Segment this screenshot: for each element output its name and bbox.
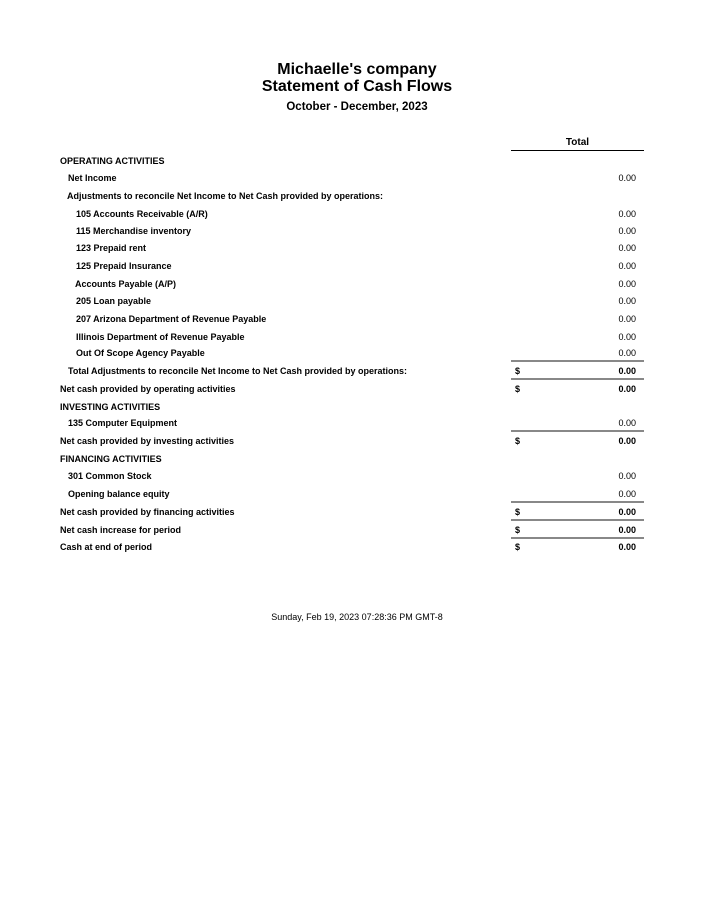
table-row xyxy=(0,277,714,291)
amount-value: 0.00 xyxy=(618,314,636,324)
amount-value: 0.00 xyxy=(618,436,636,446)
report-timestamp: Sunday, Feb 19, 2023 07:28:36 PM GMT-8 xyxy=(271,612,443,622)
table-row xyxy=(0,312,714,326)
amount-cell xyxy=(511,505,644,521)
row-label: INVESTING ACTIVITIES xyxy=(60,402,161,412)
amount-value: 0.00 xyxy=(618,173,636,183)
table-row xyxy=(0,505,714,519)
currency-symbol: $ xyxy=(515,384,521,394)
row-label: 205 Loan payable xyxy=(76,296,152,306)
table-row xyxy=(0,207,714,221)
row-label: FINANCING ACTIVITIES xyxy=(60,454,162,464)
table-row xyxy=(0,523,714,537)
section-heading-financing xyxy=(0,452,714,466)
table-row xyxy=(0,434,714,448)
amount-value: 0.00 xyxy=(618,507,636,517)
row-label: OPERATING ACTIVITIES xyxy=(60,156,165,166)
section-heading-operating xyxy=(0,154,714,168)
amount-value: 0.00 xyxy=(618,489,636,499)
company-name: Michaelle's company xyxy=(277,61,437,78)
row-label: Net cash provided by operating activities xyxy=(60,384,236,394)
amount-value: 0.00 xyxy=(618,366,636,376)
amount-cell xyxy=(511,171,644,185)
amount-cell xyxy=(511,540,644,554)
amount-cell xyxy=(511,416,644,432)
amount-value: 0.00 xyxy=(618,384,636,394)
row-label: Out Of Scope Agency Payable xyxy=(76,348,205,358)
amount-value: 0.00 xyxy=(618,418,636,428)
currency-symbol: $ xyxy=(515,507,521,517)
amount-value: 0.00 xyxy=(618,279,636,289)
table-row xyxy=(0,241,714,255)
total-column-header: Total xyxy=(511,137,644,151)
amount-cell xyxy=(511,523,644,539)
amount-value: 0.00 xyxy=(618,261,636,271)
row-label: 301 Common Stock xyxy=(68,471,152,481)
amount-cell xyxy=(511,259,644,273)
table-row xyxy=(0,294,714,308)
row-label: 115 Merchandise inventory xyxy=(76,226,192,236)
amount-cell xyxy=(511,434,644,448)
row-label: Opening balance equity xyxy=(68,489,170,499)
amount-cell xyxy=(511,241,644,255)
amount-cell xyxy=(511,294,644,308)
amount-value: 0.00 xyxy=(618,471,636,481)
amount-value: 0.00 xyxy=(618,209,636,219)
row-label: Net cash provided by financing activities xyxy=(60,507,235,517)
report-period: October - December, 2023 xyxy=(286,101,428,113)
section-heading-investing xyxy=(0,400,714,414)
row-label: Net cash provided by investing activities xyxy=(60,436,235,446)
amount-cell xyxy=(511,277,644,291)
amount-value: 0.00 xyxy=(618,332,636,342)
amount-value: 0.00 xyxy=(618,348,636,358)
row-label: 207 Arizona Department of Revenue Payable xyxy=(76,314,267,324)
table-row xyxy=(0,189,714,203)
row-label: Illinois Department of Revenue Payable xyxy=(76,332,245,342)
amount-value: 0.00 xyxy=(618,226,636,236)
amount-value: 0.00 xyxy=(618,542,636,552)
row-label: 105 Accounts Receivable (A/R) xyxy=(76,209,208,219)
amount-cell xyxy=(511,207,644,221)
row-label: 123 Prepaid rent xyxy=(76,243,147,253)
currency-symbol: $ xyxy=(515,436,521,446)
table-row xyxy=(0,330,714,344)
report-title: Statement of Cash Flows xyxy=(261,78,453,95)
row-label: Total Adjustments to reconcile Net Income to Net Cash provided by operations: xyxy=(68,366,408,376)
table-row xyxy=(0,224,714,238)
row-label: Net Income xyxy=(68,173,117,183)
amount-value: 0.00 xyxy=(618,296,636,306)
amount-cell xyxy=(511,346,644,362)
amount-value: 0.00 xyxy=(618,243,636,253)
amount-cell xyxy=(511,487,644,503)
row-label: Accounts Payable (A/P) xyxy=(75,279,177,289)
currency-symbol: $ xyxy=(515,366,521,376)
table-row xyxy=(0,259,714,273)
table-row xyxy=(0,364,714,378)
table-row xyxy=(0,487,714,501)
amount-value: 0.00 xyxy=(618,525,636,535)
currency-symbol: $ xyxy=(515,525,521,535)
table-row xyxy=(0,416,714,430)
row-label: 135 Computer Equipment xyxy=(68,418,178,428)
amount-cell xyxy=(511,330,644,344)
table-row xyxy=(0,382,714,396)
amount-cell xyxy=(511,224,644,238)
amount-cell xyxy=(511,469,644,483)
row-label: Net cash increase for period xyxy=(60,525,182,535)
amount-cell xyxy=(511,312,644,326)
row-label: Adjustments to reconcile Net Income to Net Cash provided by operations: xyxy=(67,191,384,201)
amount-cell xyxy=(511,382,644,396)
table-row xyxy=(0,171,714,185)
amount-cell xyxy=(511,364,644,380)
currency-symbol: $ xyxy=(515,542,521,552)
table-row xyxy=(0,346,714,360)
table-row xyxy=(0,540,714,554)
row-label: 125 Prepaid Insurance xyxy=(76,261,172,271)
table-row xyxy=(0,469,714,483)
row-label: Cash at end of period xyxy=(60,542,153,552)
